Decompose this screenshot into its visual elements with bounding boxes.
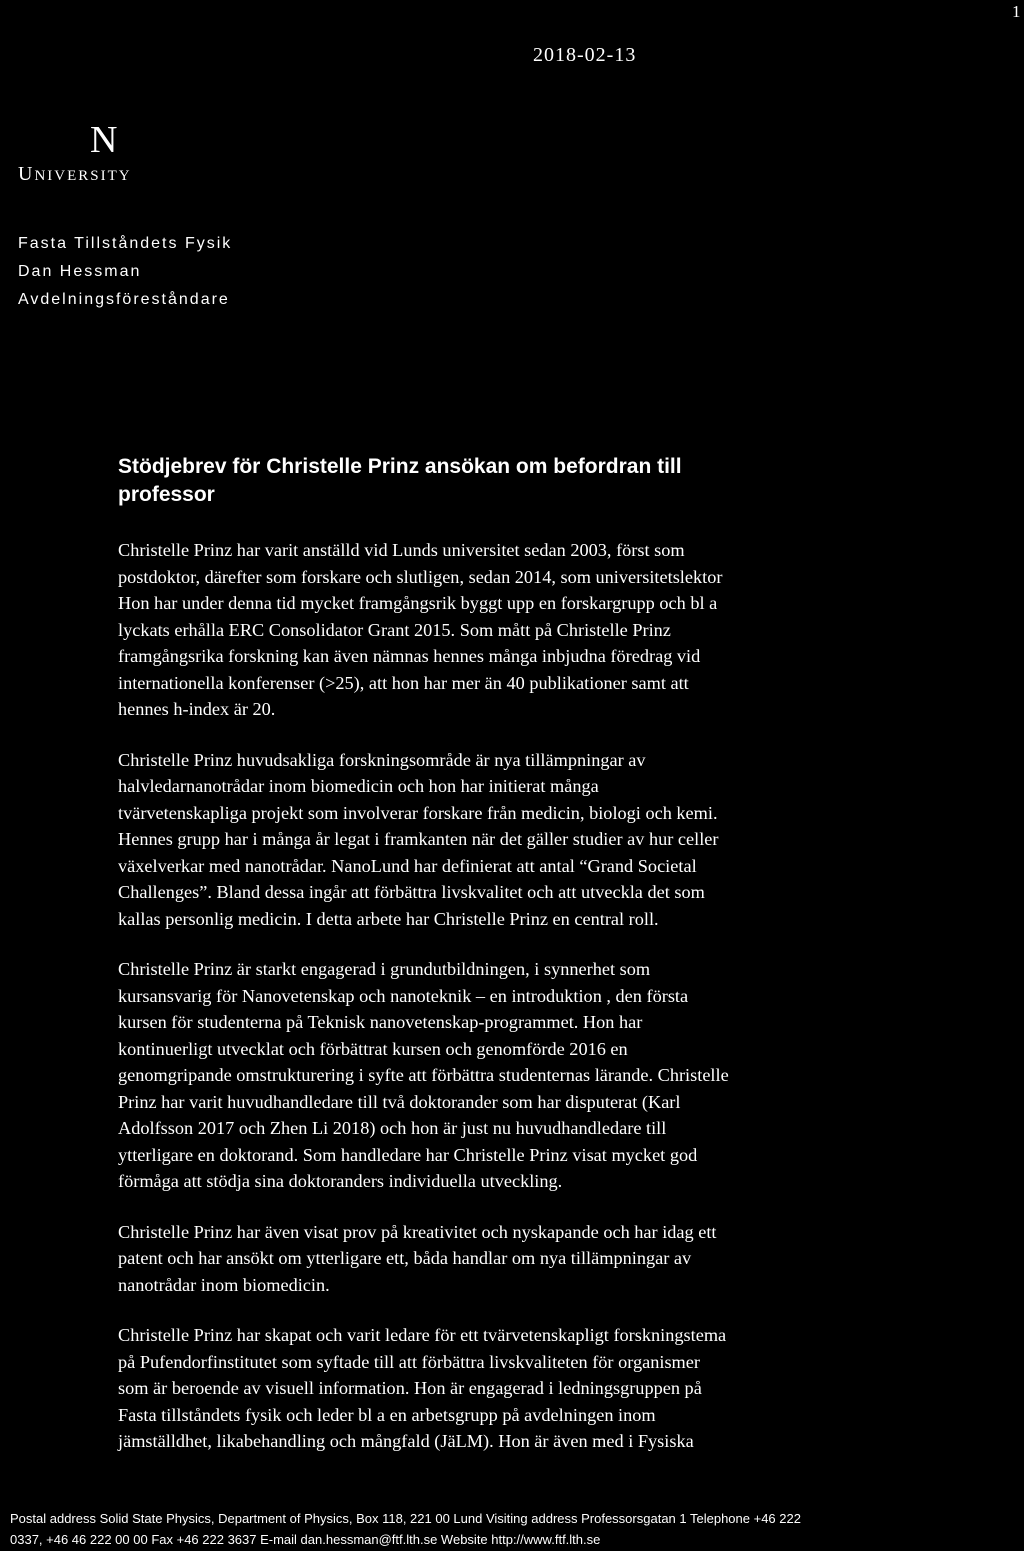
logo-university-word [18,163,132,186]
text-line: genomgripande omstrukturering i syfte att förbättra studenternas lärande. Christelle [118,1065,729,1085]
text-line: Christelle Prinz är starkt engagerad i grundutbildningen, i synnerhet som [118,959,651,979]
text-line: Prinz har varit huvudhandledare till två doktorander som har disputerat (Karl [118,1091,681,1112]
paragraph-5 [118,1322,878,1455]
paragraph-3 [118,956,878,1195]
text-line: Hon har under denna tid mycket framgångsrik byggt upp en forskargrupp och bl a [118,593,718,613]
text-line: som är beroende av visuell information. Hon är engagerad i ledningsgruppen på [118,1378,702,1398]
text-line: kursansvarig för Nanovetenskap och nanoteknik – en introduktion , den första [118,985,689,1006]
paragraph-4 [118,1219,878,1299]
sender-role: Avdelningsföreståndare [18,291,230,308]
paragraph-2 [118,747,878,933]
text-line: på Pufendorfinstitutet som syftade till att förbättra livskvaliteten för organismer [118,1351,700,1372]
text-line: Christelle Prinz har skapat och varit ledare för ett tvärvetenskapligt forskningstema [118,1325,727,1345]
text-line: postdoktor, därefter som forskare och slutligen, sedan 2014, som universitetslektor [118,566,723,587]
page-number: 1 [1012,2,1021,21]
text-line: Challenges”. Bland dessa ingår att förbättra livskvalitet och att utveckla det som [118,882,705,902]
paragraph-1 [118,537,878,723]
text-line: lyckats erhålla ERC Consolidator Grant 2015. Som mått på Christelle Prinz [118,619,671,640]
text-line: Christelle Prinz huvudsakliga forskningsområde är nya tillämpningar av [118,749,646,770]
text-line: kursen för studenterna på Teknisk nanovetenskap-programmet. Hon har [118,1012,643,1032]
text-line: jämställdhet, likabehandling och mångfald (JäLM). Hon är även med i Fysiska [118,1431,694,1451]
text-line: internationella konferenser (>25), att hon har mer än 40 publikationer samt att [118,672,689,693]
text-line: förmåga att stödja sina doktoranders individuella utveckling. [118,1171,563,1191]
text-line: växelverkar med nanotrådar. NanoLund har definierat att antal “Grand Societal [118,855,697,876]
text-line: Hennes grupp har i många år legat i framkanten när det gäller studier av hur celler [118,829,719,849]
text-line: Fasta tillståndets fysik och leder bl a en arbetsgrupp på avdelningen inom [118,1404,656,1425]
text-line: Christelle Prinz har varit anställd vid Lunds universitet sedan 2003, först som [118,540,685,560]
footer-line: Postal address Solid State Physics, Department of Physics, Box 118, 221 00 Lund Visiting address Professorsgatan 1 Telephone +46 222 [10,1511,801,1526]
text-line: hennes h-index är 20. [118,699,276,719]
letter-footer [10,1508,1010,1550]
logo-letter: N [90,119,118,161]
logo-word-rest: NIVERSITY [34,168,132,184]
footer-line: 0337, +46 46 222 00 00 Fax +46 222 3637 E-mail dan.hessman@ftf.lth.se Website http://www.ftf.lth.se [10,1532,601,1547]
text-line: ytterligare en doktorand. Som handledare har Christelle Prinz visat mycket god [118,1144,698,1165]
text-line: patent och har ansökt om ytterligare ett, båda handlar om nya tillämpningar av [118,1248,692,1268]
letter-date: 2018-02-13 [533,44,637,66]
letter-body [118,537,878,1479]
text-line: nanotrådar inom biomedicin. [118,1274,330,1295]
sender-name: Dan Hessman [18,263,142,280]
heading-line: professor [118,483,215,506]
text-line: kallas personlig medicin. I detta arbete har Christelle Prinz en central roll. [118,908,659,929]
letter-heading [118,453,878,509]
text-line: tvärvetenskapliga projekt som involverar forskare från medicin, biologi och kemi. [118,802,718,823]
text-line: halvledarnanotrådar inom biomedicin och hon har initierat många [118,776,599,796]
text-line: Christelle Prinz har även visat prov på kreativitet och nyskapande och har idag ett [118,1221,717,1242]
text-line: framgångsrika forskning kan även nämnas hennes många inbjudna föredrag vid [118,646,701,666]
logo-word-initial: U [18,163,35,185]
text-line: kontinuerligt utvecklat och förbättrat kursen och genomförde 2016 en [118,1038,628,1059]
text-line: Adolfsson 2017 och Zhen Li 2018) och hon är just nu huvudhandledare till [118,1118,667,1138]
sender-department: Fasta Tillståndets Fysik [18,235,233,252]
heading-line: Stödjebrev för Christelle Prinz ansökan om befordran till [118,455,682,478]
